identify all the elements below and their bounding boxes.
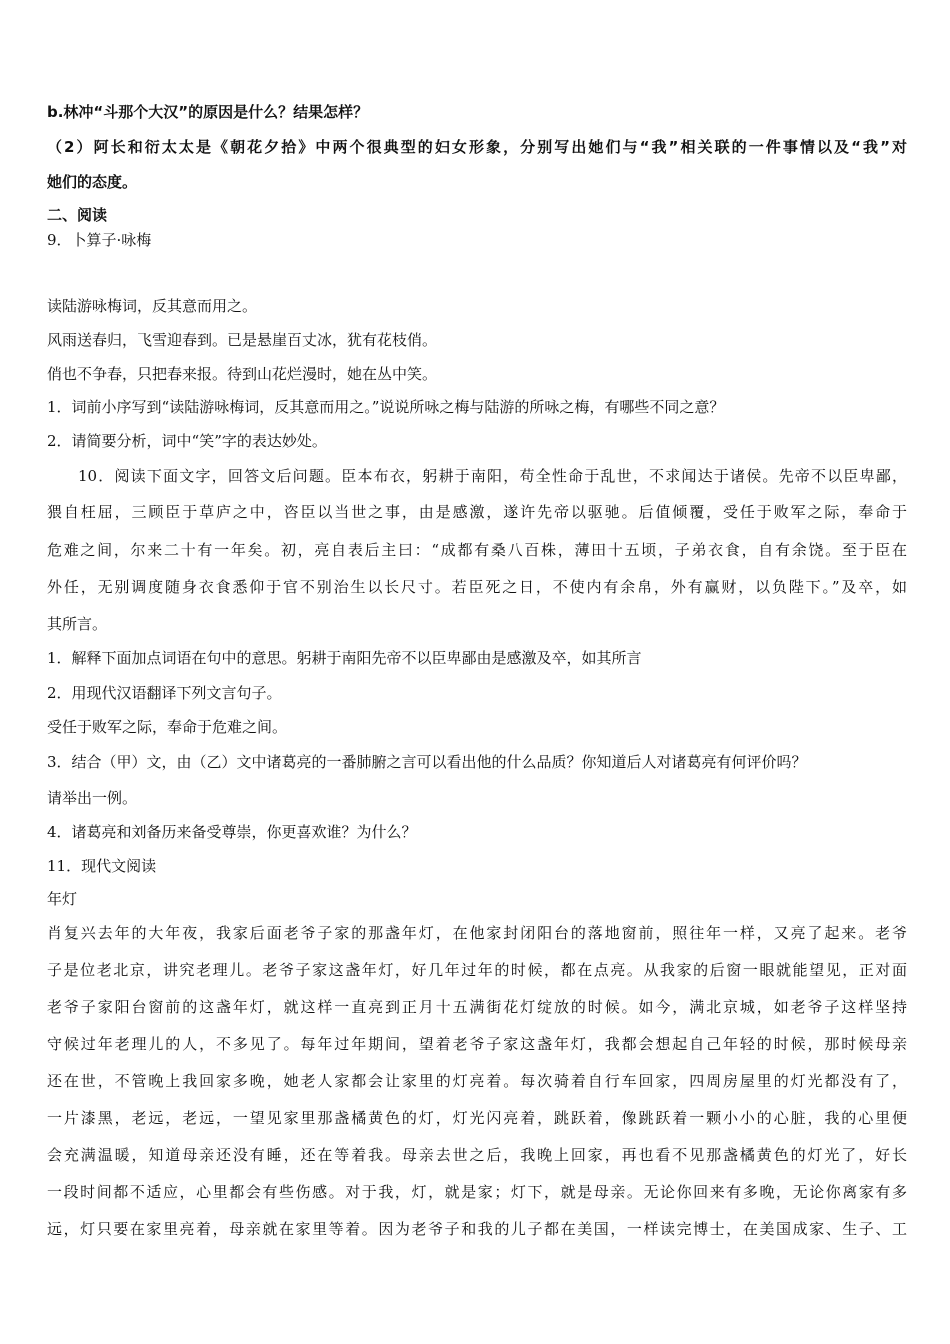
essay-line: 还在世，不管晚上我回家多晚，她老人家都会让家里的灯亮着。每次骑着自行车回家，四周房屋里的灯光都没有了， <box>47 1072 907 1090</box>
section-heading-reading: 二、阅读 <box>47 206 108 224</box>
q10-passage-line: 10．阅读下面文字，回答文后问题。臣本布衣，躬耕于南阳，苟全性命于乱世，不求闻达于诸侯。先帝不以臣卑鄙， <box>78 467 907 485</box>
q9-subquestion-1: 1．词前小序写到“读陆游咏梅词，反其意而用之。”说说所咏之梅与陆游的所咏之梅，有哪些不同之意？ <box>47 398 725 416</box>
q10-passage-line: 其所言。 <box>47 615 108 633</box>
q9-title: 9．卜算子·咏梅 <box>47 231 152 249</box>
essay-line: 肖复兴去年的大年夜，我家后面老爷子家的那盏年灯，在他家封闭阳台的落地窗前，照往年一样，又亮了起来。老爷 <box>47 924 907 942</box>
q10-subquestion-4: 4．诸葛亮和刘备历来备受尊崇，你更喜欢谁？为什么？ <box>47 823 417 841</box>
question-2-line-1: （2）阿长和衍太太是《朝花夕拾》中两个很典型的妇女形象，分别写出她们与“我”相关联的一件事情以及“我”对 <box>47 138 907 156</box>
poem-preface: 读陆游咏梅词，反其意而用之。 <box>47 297 258 315</box>
q10-passage-line: 猥自枉屈，三顾臣于草庐之中，咨臣以当世之事，由是感激，遂许先帝以驱驰。后值倾覆，受任于败军之际，奉命于 <box>47 503 907 521</box>
q10-subquestion-2: 2．用现代汉语翻译下列文言句子。 <box>47 684 282 702</box>
poem-line-2: 俏也不争春，只把春来报。待到山花烂漫时，她在丛中笑。 <box>47 365 438 383</box>
essay-line: 守候过年老理儿的人，不多见了。每年过年期间，望着老爷子家这盏年灯，我都会想起自己年轻的时候，那时候母亲 <box>47 1035 907 1053</box>
q10-passage-line: 外任，无别调度随身衣食悉仰于官不别治生以长尺寸。若臣死之日，不使内有余帛，外有赢财，以负陛下。”及卒，如 <box>47 578 907 596</box>
essay-line: 远，灯只要在家里亮着，母亲就在家里等着。因为老爷子和我的儿子都在美国，一样读完博士，在美国成家、生子、工 <box>47 1220 907 1238</box>
essay-line: 一片漆黑，老远，老远，一望见家里那盏橘黄色的灯，灯光闪亮着，跳跃着，像跳跃着一颗小小的心脏，我的心里便 <box>47 1109 907 1127</box>
q9-subquestion-2: 2．请简要分析，词中“笑”字的表达妙处。 <box>47 432 327 450</box>
q10-subquestion-3-line-2: 请举出一例。 <box>47 789 138 807</box>
poem-line-1: 风雨送春归，飞雪迎春到。已是悬崖百丈冰，犹有花枝俏。 <box>47 331 438 349</box>
essay-line: 子是位老北京，讲究老理儿。老爷子家这盏年灯，好几年过年的时候，都在点亮。从我家的后窗一眼就能望见，正对面 <box>47 961 907 979</box>
q11-title: 11．现代文阅读 <box>47 857 157 875</box>
essay-line: 老爷子家阳台窗前的这盏年灯，就这样一直亮到正月十五满街花灯绽放的时候。如今，满北京城，如老爷子这样坚持 <box>47 998 907 1016</box>
q10-translate-sentence: 受任于败军之际，奉命于危难之间。 <box>47 718 288 736</box>
question-2-line-2: 她们的态度。 <box>47 173 138 191</box>
q10-subquestion-3-line-1: 3．结合（甲）文，由（乙）文中诸葛亮的一番肺腑之言可以看出他的什么品质？你知道后人对诸葛亮有何评价吗？ <box>47 753 807 771</box>
essay-title: 年灯 <box>47 890 78 908</box>
q10-passage-line: 危难之间，尔来二十有一年矣。初，亮自表后主曰：“成都有桑八百株，薄田十五顷，子弟衣食，自有余饶。至于臣在 <box>47 541 907 559</box>
question-b: b.林冲“斗那个大汉”的原因是什么？结果怎样？ <box>47 103 369 121</box>
essay-line: 会充满温暖，知道母亲还没有睡，还在等着我。母亲去世之后，我晚上回家，再也看不见那盏橘黄色的灯光了，好长 <box>47 1146 907 1164</box>
q10-subquestion-1: 1．解释下面加点词语在句中的意思。躬耕于南阳先帝不以臣卑鄙由是感激及卒，如其所言 <box>47 649 642 667</box>
essay-line: 一段时间都不适应，心里都会有些伤感。对于我，灯，就是家；灯下，就是母亲。无论你回来有多晚，无论你离家有多 <box>47 1183 907 1201</box>
